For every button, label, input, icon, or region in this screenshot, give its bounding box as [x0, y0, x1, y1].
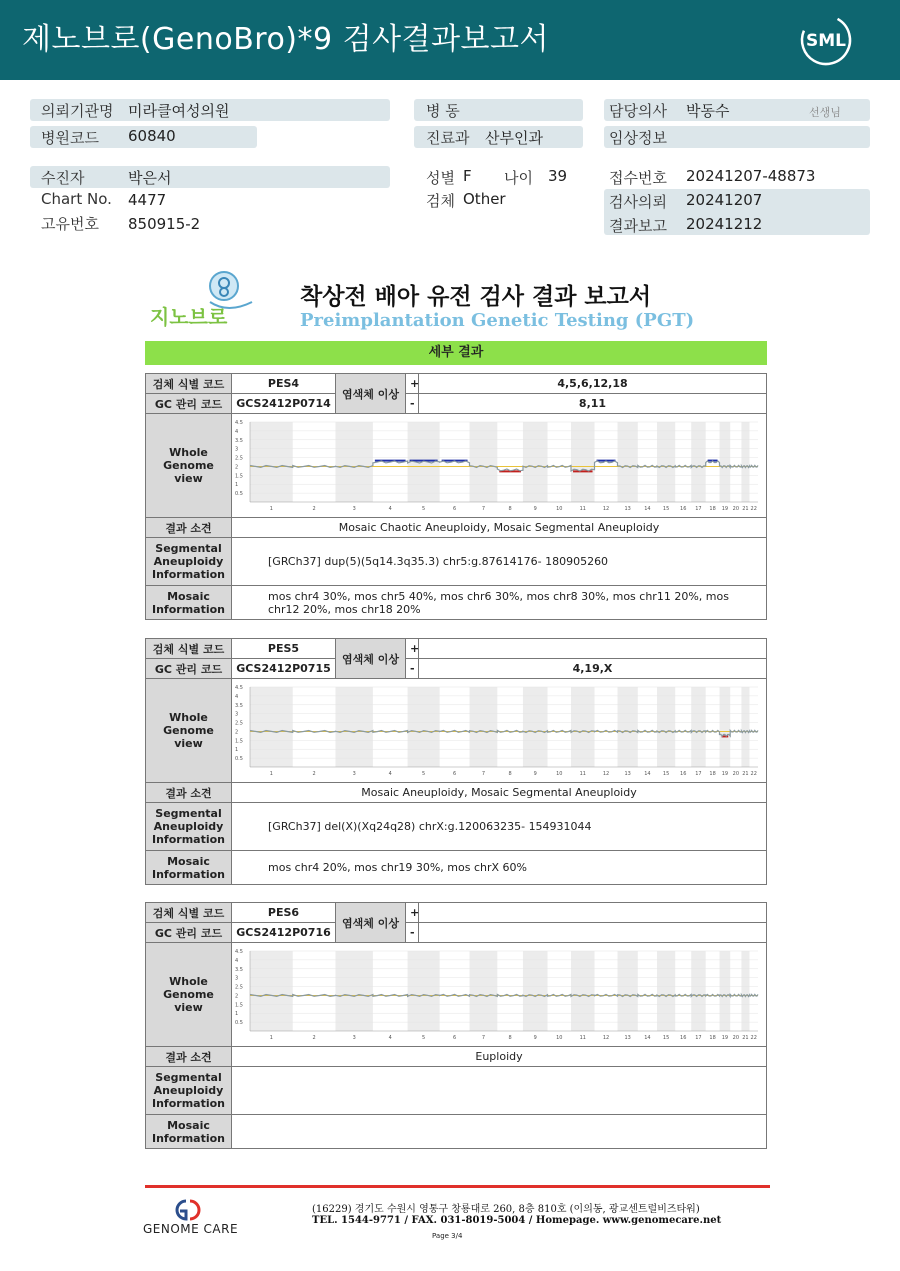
result-value: Euploidy — [232, 1047, 767, 1067]
gain-chromosomes: 4,5,6,12,18 — [419, 374, 767, 394]
institution-label: 의뢰기관명 — [41, 102, 114, 120]
chrom-abnormality-label: 염색체 이상 — [336, 374, 406, 414]
genobro-logo-text: 지노브로 — [150, 305, 228, 329]
x-tick-label: 11 — [579, 1035, 586, 1041]
section-detail-results: 세부 결과 — [145, 341, 767, 365]
x-tick-label: 10 — [556, 771, 563, 777]
x-tick-label: 16 — [680, 771, 687, 777]
x-tick-label: 11 — [579, 771, 586, 777]
minus-sign: - — [406, 394, 419, 414]
genome-chart-cell — [232, 414, 767, 518]
report-title-korean: 착상전 배아 유전 검사 결과 보고서 — [300, 284, 652, 310]
chromosome-band — [720, 422, 731, 502]
segmental-label: Segmental Aneuploidy Information — [146, 1067, 232, 1115]
chrom-abnormality-label: 염색체 이상 — [336, 639, 406, 679]
chromosome-band — [741, 422, 749, 502]
x-tick-label: 10 — [556, 1035, 563, 1041]
x-tick-label: 8 — [508, 506, 512, 512]
y-tick-label: 4 — [235, 957, 239, 964]
x-tick-label: 8 — [508, 771, 512, 777]
y-tick-label: 2 — [235, 729, 239, 736]
y-tick-label: 3 — [235, 975, 239, 982]
chromosome-band — [691, 422, 705, 502]
segmental-value — [232, 1067, 767, 1115]
chromosome-band — [408, 951, 440, 1031]
y-tick-label: 1.5 — [235, 1002, 243, 1009]
chromosome-band — [335, 422, 372, 502]
x-tick-label: 2 — [312, 506, 316, 512]
x-tick-label: 1 — [269, 1035, 273, 1041]
genome-view-label: Whole Genome view — [146, 679, 232, 783]
unique-id-value: 850915-2 — [128, 215, 201, 233]
y-tick-label: 4.5 — [235, 949, 243, 955]
x-tick-label: 9 — [533, 1035, 537, 1041]
result-label: 결과 소견 — [146, 1047, 232, 1067]
receipt-label: 접수번호 — [609, 169, 667, 187]
x-tick-label: 15 — [662, 1035, 670, 1041]
institution-value: 미라클여성의원 — [128, 102, 230, 120]
mosaic-value: mos chr4 20%, mos chr19 30%, mos chrX 60% — [232, 851, 767, 885]
age-label: 나이 — [504, 169, 533, 187]
minus-sign: - — [406, 923, 419, 943]
x-tick-label: 13 — [624, 506, 631, 512]
chromosome-band — [657, 687, 675, 767]
y-tick-label: 0.5 — [235, 1020, 243, 1027]
patient-value: 박은서 — [128, 169, 172, 187]
x-tick-label: 16 — [680, 1035, 687, 1041]
sample-code-label: 검체 식별 코드 — [146, 639, 232, 659]
chromosome-band — [470, 687, 498, 767]
chromosome-band — [250, 687, 293, 767]
clinical-label: 임상정보 — [609, 129, 667, 147]
x-tick-label: 3 — [352, 506, 356, 512]
chromosome-band — [618, 422, 638, 502]
sample-block — [145, 638, 767, 885]
chromosome-band — [523, 687, 548, 767]
y-tick-label: 4 — [235, 428, 239, 435]
gc-code-label: GC 관리 코드 — [146, 659, 232, 679]
gc-code-value: GCS2412P0716 — [232, 923, 336, 943]
chromosome-band — [470, 422, 498, 502]
gain-chromosomes — [419, 903, 767, 923]
sex-value: F — [463, 167, 472, 185]
hospital-code-label: 병원코드 — [41, 129, 99, 147]
mosaic-label: Mosaic Information — [146, 586, 232, 620]
genome-chart-cell — [232, 679, 767, 783]
chromosome-band — [470, 951, 498, 1031]
chromosome-band — [618, 951, 638, 1031]
hospital-code-value: 60840 — [128, 127, 176, 145]
gc-code-label: GC 관리 코드 — [146, 394, 232, 414]
y-tick-label: 3 — [235, 711, 239, 718]
x-tick-label: 10 — [556, 506, 563, 512]
sample-code-label: 검체 식별 코드 — [146, 374, 232, 394]
page-number: Page 3/4 — [432, 1232, 463, 1240]
chromosome-band — [335, 687, 372, 767]
specimen-label: 검체 — [426, 192, 455, 210]
y-tick-label: 2 — [235, 464, 239, 471]
chromosome-band — [741, 687, 749, 767]
report-date-value: 20241212 — [686, 215, 763, 233]
x-tick-label: 16 — [680, 506, 687, 512]
x-tick-label: 15 — [662, 771, 670, 777]
y-tick-label: 4.5 — [235, 685, 243, 691]
chromosome-band — [618, 687, 638, 767]
mosaic-value: mos chr4 30%, mos chr5 40%, mos chr6 30%, mos chr8 30%, mos chr11 20%, mos chr12 20%, mos chr18 20% — [232, 586, 767, 620]
x-tick-label: 22 — [750, 771, 757, 777]
x-tick-label: 12 — [602, 771, 610, 777]
x-tick-label: 7 — [481, 1035, 486, 1041]
y-tick-label: 3 — [235, 446, 239, 453]
genome-chart-cell — [232, 943, 767, 1047]
x-tick-label: 5 — [422, 506, 426, 512]
chromosome-band — [571, 951, 595, 1031]
doctor-value: 박동수 — [686, 102, 730, 120]
genome-care-name: GENOME CARE — [143, 1222, 239, 1236]
y-tick-label: 3.5 — [235, 702, 243, 709]
report-date-label: 결과보고 — [609, 217, 667, 235]
x-tick-label: 13 — [624, 771, 631, 777]
chromosome-band — [335, 951, 372, 1031]
chromosome-band — [657, 951, 675, 1031]
x-tick-label: 19 — [721, 771, 729, 777]
x-tick-label: 9 — [533, 771, 537, 777]
report-header — [0, 0, 900, 80]
result-label: 결과 소견 — [146, 518, 232, 538]
segmental-value: [GRCh37] dup(5)(5q14.3q35.3) chr5:g.87614176- 180905260 — [232, 538, 767, 586]
copy-number-line — [250, 994, 758, 996]
result-label: 결과 소견 — [146, 783, 232, 803]
sample-block — [145, 373, 767, 620]
x-tick-label: 19 — [721, 506, 729, 512]
chromosome-band — [691, 687, 705, 767]
x-tick-label: 8 — [508, 1035, 512, 1041]
segmental-label: Segmental Aneuploidy Information — [146, 803, 232, 851]
plus-sign: + — [406, 903, 419, 923]
doctor-label: 담당의사 — [609, 102, 667, 120]
loss-chromosomes: 4,19,X — [419, 659, 767, 679]
contact-line: TEL. 1544-9771 / FAX. 031-8019-5004 / Homepage. www.genomecare.net — [312, 1215, 722, 1226]
mosaic-value — [232, 1115, 767, 1149]
x-tick-label: 18 — [709, 506, 716, 512]
segmental-label: Segmental Aneuploidy Information — [146, 538, 232, 586]
x-tick-label: 19 — [721, 1035, 729, 1041]
whole-genome-chart — [232, 679, 764, 779]
plus-sign: + — [406, 639, 419, 659]
chromosome-band — [720, 687, 731, 767]
ward-label: 병 동 — [426, 102, 460, 120]
x-tick-label: 6 — [452, 1035, 457, 1041]
whole-genome-chart — [232, 414, 764, 514]
chromosome-band — [720, 951, 731, 1031]
x-tick-label: 7 — [481, 506, 486, 512]
y-tick-label: 1 — [235, 1011, 239, 1018]
genome-care-logo-icon — [166, 1197, 210, 1223]
x-tick-label: 22 — [750, 1035, 757, 1041]
sex-label: 성별 — [426, 169, 455, 187]
whole-genome-chart — [232, 943, 764, 1043]
x-tick-label: 20 — [732, 771, 740, 777]
request-value: 20241207 — [686, 191, 763, 209]
chromosome-band — [408, 687, 440, 767]
x-tick-label: 20 — [732, 506, 740, 512]
unique-id-label: 고유번호 — [41, 215, 99, 233]
genome-view-label: Whole Genome view — [146, 943, 232, 1047]
x-tick-label: 5 — [422, 1035, 426, 1041]
x-tick-label: 5 — [422, 771, 426, 777]
sample-code-value: PES6 — [232, 903, 336, 923]
x-tick-label: 20 — [732, 1035, 740, 1041]
x-tick-label: 1 — [269, 771, 273, 777]
minus-sign: - — [406, 659, 419, 679]
y-tick-label: 0.5 — [235, 756, 243, 763]
y-tick-label: 2 — [235, 993, 239, 1000]
x-tick-label: 18 — [709, 771, 716, 777]
sample-block — [145, 902, 767, 1149]
chromosome-band — [250, 951, 293, 1031]
y-tick-label: 1 — [235, 482, 239, 489]
chromosome-band — [571, 422, 595, 502]
y-tick-label: 1.5 — [235, 738, 243, 745]
x-tick-label: 2 — [312, 771, 316, 777]
x-tick-label: 13 — [624, 1035, 631, 1041]
x-tick-label: 3 — [352, 771, 356, 777]
x-tick-label: 11 — [579, 506, 586, 512]
chromosome-band — [523, 422, 548, 502]
x-tick-label: 3 — [352, 1035, 356, 1041]
sample-code-value: PES5 — [232, 639, 336, 659]
segmental-value: [GRCh37] del(X)(Xq24q28) chrX:g.120063235- 154931044 — [232, 803, 767, 851]
genobro-logo — [148, 268, 260, 332]
chart-label: Chart No. — [41, 190, 112, 208]
y-tick-label: 1.5 — [235, 473, 243, 480]
loss-chromosomes: 8,11 — [419, 394, 767, 414]
dept-value: 산부인과 — [485, 129, 543, 147]
sml-logo-text: SML — [806, 31, 846, 51]
x-tick-label: 17 — [695, 1035, 702, 1041]
sample-code-value: PES4 — [232, 374, 336, 394]
report-title: 제노브로(GenoBro)*9 검사결과보고서 — [22, 22, 549, 57]
y-tick-label: 4 — [235, 693, 239, 700]
y-tick-label: 2.5 — [235, 455, 243, 462]
report-title-english: Preimplantation Genetic Testing (PGT) — [300, 310, 695, 331]
sample-code-label: 검체 식별 코드 — [146, 903, 232, 923]
gain-chromosomes — [419, 639, 767, 659]
x-tick-label: 12 — [602, 506, 610, 512]
chromosome-band — [523, 951, 548, 1031]
x-tick-label: 4 — [388, 1035, 392, 1041]
x-tick-label: 6 — [452, 506, 457, 512]
chrom-abnormality-label: 염색체 이상 — [336, 903, 406, 943]
loss-chromosomes — [419, 923, 767, 943]
x-tick-label: 22 — [750, 506, 757, 512]
x-tick-label: 21 — [742, 771, 749, 777]
y-tick-label: 1 — [235, 747, 239, 754]
y-tick-label: 0.5 — [235, 491, 243, 498]
x-tick-label: 2 — [312, 1035, 316, 1041]
gc-code-value: GCS2412P0715 — [232, 659, 336, 679]
x-tick-label: 14 — [644, 506, 651, 512]
age-value: 39 — [548, 167, 568, 185]
mosaic-label: Mosaic Information — [146, 1115, 232, 1149]
address-line: (16229) 경기도 수원시 영통구 창룡대로 260, 8층 810호 (이의동, 광교센트럴비즈타워) — [312, 1204, 700, 1215]
chromosome-band — [571, 687, 595, 767]
x-tick-label: 17 — [695, 771, 702, 777]
x-tick-label: 18 — [709, 1035, 716, 1041]
patient-label: 수진자 — [41, 169, 85, 187]
mosaic-label: Mosaic Information — [146, 851, 232, 885]
gc-code-value: GCS2412P0714 — [232, 394, 336, 414]
genome-view-label: Whole Genome view — [146, 414, 232, 518]
request-label: 검사의뢰 — [609, 193, 667, 211]
result-value: Mosaic Chaotic Aneuploidy, Mosaic Segmental Aneuploidy — [232, 518, 767, 538]
x-tick-label: 21 — [742, 506, 749, 512]
x-tick-label: 4 — [388, 771, 392, 777]
chart-value: 4477 — [128, 191, 167, 209]
y-tick-label: 4.5 — [235, 420, 243, 426]
y-tick-label: 2.5 — [235, 984, 243, 991]
sml-logo — [798, 12, 854, 68]
specimen-value: Other — [463, 190, 506, 208]
x-tick-label: 1 — [269, 506, 273, 512]
footer-divider — [145, 1185, 770, 1188]
dept-label: 진료과 — [426, 129, 470, 147]
chromosome-band — [691, 951, 705, 1031]
plus-sign: + — [406, 374, 419, 394]
footer-address — [312, 1200, 721, 1226]
x-tick-label: 14 — [644, 771, 651, 777]
chromosome-band — [741, 951, 749, 1031]
x-tick-label: 21 — [742, 1035, 749, 1041]
doctor-suffix: 선생님 — [809, 106, 841, 119]
x-tick-label: 14 — [644, 1035, 651, 1041]
x-tick-label: 9 — [533, 506, 537, 512]
chromosome-band — [657, 422, 675, 502]
y-tick-label: 2.5 — [235, 720, 243, 727]
x-tick-label: 15 — [662, 506, 670, 512]
x-tick-label: 7 — [481, 771, 486, 777]
x-tick-label: 4 — [388, 506, 392, 512]
chromosome-band — [250, 422, 293, 502]
x-tick-label: 12 — [602, 1035, 610, 1041]
x-tick-label: 6 — [452, 771, 457, 777]
gc-code-label: GC 관리 코드 — [146, 923, 232, 943]
receipt-value: 20241207-48873 — [686, 167, 816, 185]
y-tick-label: 3.5 — [235, 437, 243, 444]
y-tick-label: 3.5 — [235, 966, 243, 973]
result-value: Mosaic Aneuploidy, Mosaic Segmental Aneuploidy — [232, 783, 767, 803]
x-tick-label: 17 — [695, 506, 702, 512]
